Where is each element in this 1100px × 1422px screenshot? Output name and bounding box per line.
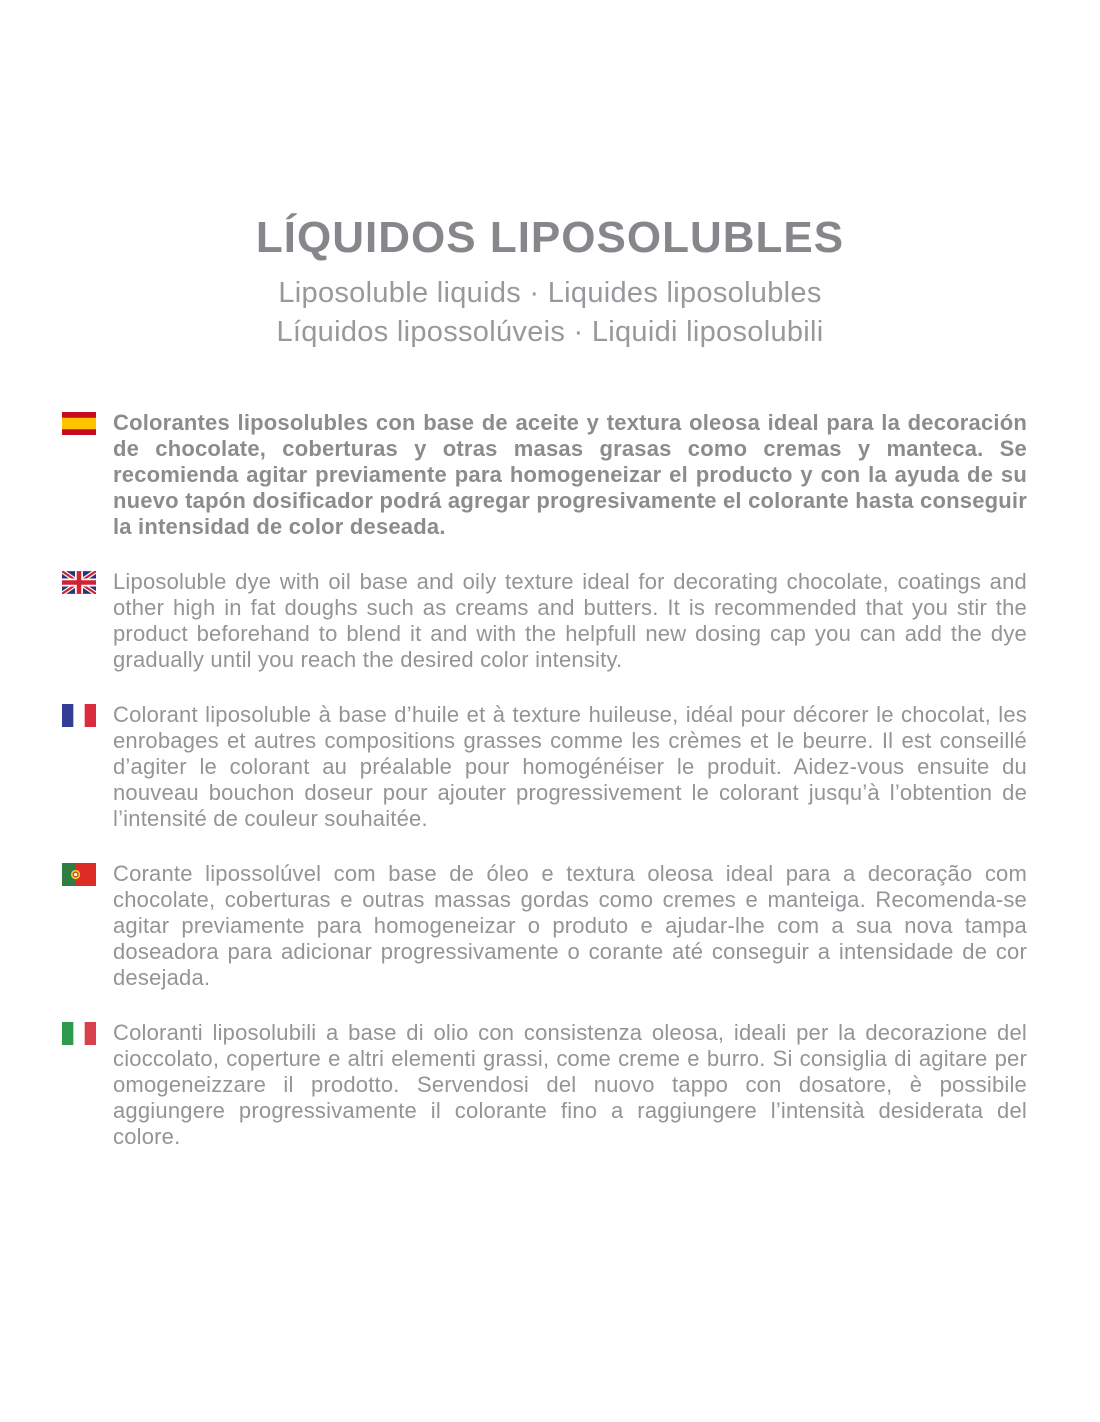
subtitle-line-2: Líquidos lipossolúveis · Liquidi liposolubili [276,316,824,348]
page-title: LÍQUIDOS LIPOSOLUBLES [255,213,845,262]
paragraph-text-italian: Coloranti liposolubili a base di olio con consistenza oleosa, ideali per la decorazione del cioccolato, coperture e altri elementi grassi, come creme e burro. Si consiglia di agitare per omogeneizzare il prodotto. Servendosi del nuovo tappo con dosatore, è possibile aggiungere progressivamente il colorante fino a raggiungere l’intensità desiderata del colore. [113,1020,1027,1149]
paragraph-text-french: Colorant liposoluble à base d’huile et à texture huileuse, idéal pour décorer le chocolat, les enrobages et autres compositions grasses comme les crèmes et le beurre. Il est conseillé d’agiter le colorant au préalable pour homogénéiser le produit. Aidez-vous ensuite du nouveau bouchon doseur pour ajouter progressivement le colorant jusqu’à l’obtention de l’intensité de couleur souhaitée. [113,702,1027,831]
paragraph-text-english: Liposoluble dye with oil base and oily texture ideal for decorating chocolate, coatings and other high in fat doughs such as creams and butters. It is recommended that you stir the product beforehand to blend it and with the helpfull new dosing cap you can add the dye gradually until you reach the desired color intensity. [113,569,1027,672]
subtitle-line-1: Liposoluble liquids · Liquides liposolubles [278,277,822,309]
paragraph-english [62,569,1027,673]
paragraph-french [62,702,1027,832]
paragraph-portuguese [62,861,1027,991]
language-paragraphs [0,410,1100,1150]
france-flag-icon [62,704,96,727]
portugal-flag-icon [62,863,96,886]
uk-flag-icon [62,571,96,594]
paragraph-italian [62,1020,1027,1150]
spain-flag-icon [62,412,96,435]
paragraph-text-portuguese: Corante lipossolúvel com base de óleo e textura oleosa ideal para a decoração com chocolate, coberturas e outras massas gordas como cremes e manteiga. Recomenda-se agitar previamente para homogeneizar o produto e ajudar-lhe com a sua nova tampa doseadora para adicionar progressivamente o corante até conseguir a intensidade de cor desejada. [113,861,1027,990]
page-subtitle [0,274,1100,352]
italy-flag-icon [62,1022,96,1045]
paragraph-spanish [62,410,1027,540]
paragraph-text-spanish: Colorantes liposolubles con base de aceite y textura oleosa ideal para la decoración de chocolate, coberturas y otras masas grasas como cremas y manteca. Se recomienda agitar previamente para homogeneizar el producto y con la ayuda de su nuevo tapón dosificador podrá agregar progresivamente el colorante hasta conseguir la intensidad de color deseada. [113,410,1027,539]
header [0,0,1100,352]
